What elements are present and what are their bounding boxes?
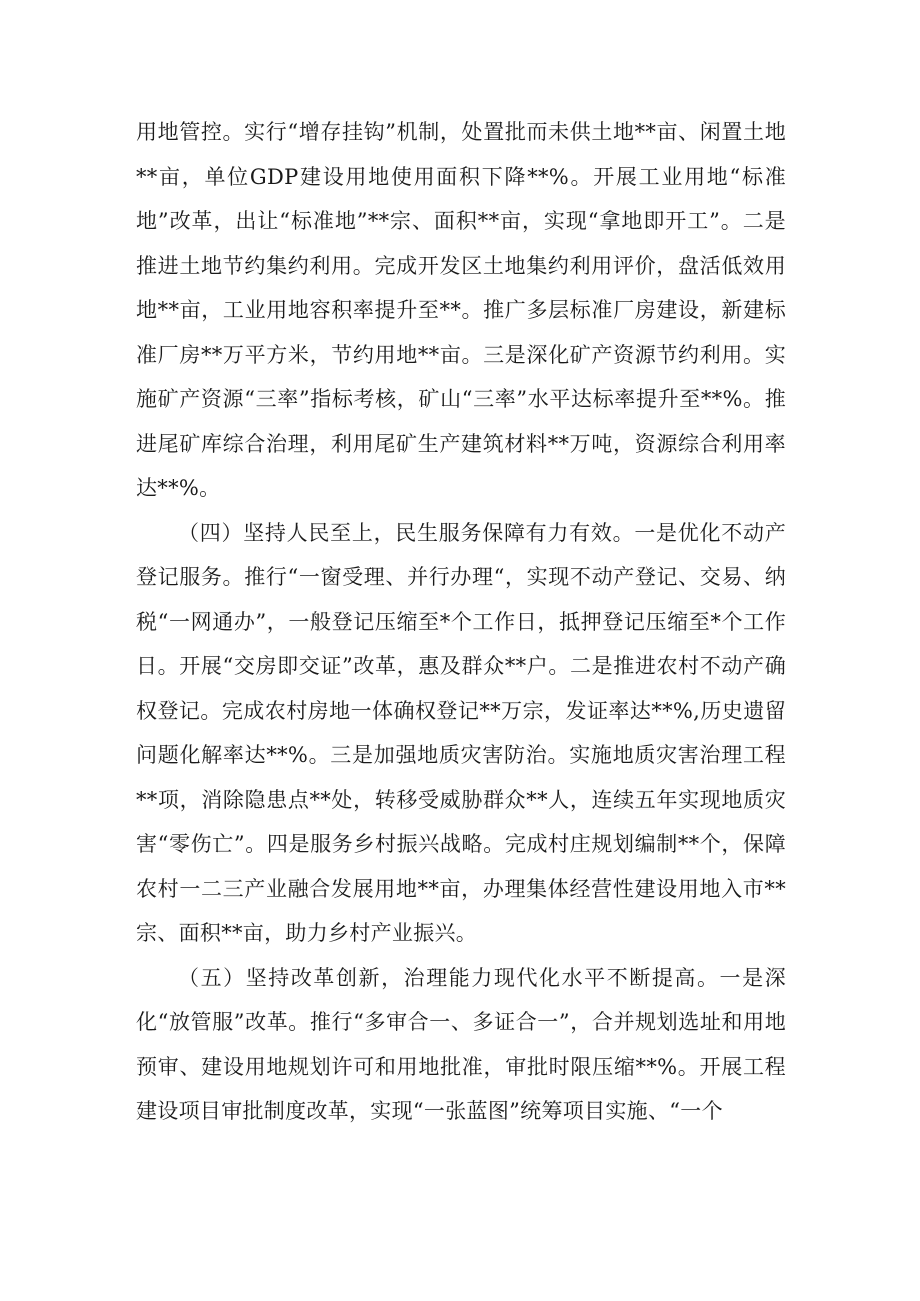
paragraph-land-use-control: 用地管控。实行“增存挂钩”机制，处置批而未供土地**亩、闲置土地**亩，单位GDP建设用地使用面积下降**%。开展工业用地“标准地”改革，出让“标准地”**宗、面积**亩，实现“拿地即开工”。二是推进土地节约集约利用。完成开发区土地集约利用评价，盘活低效用地**亩，工业用地容积率提升至**。推广多层标准厂房建设，新建标准厂房**万平方米，节约用地**亩。三是深化矿产资源节约利用。实施矿产资源“三率”指标考核，矿山“三率”水平达标率提升至**%。推进尾矿库综合治理，利用尾矿生产建筑材料**万吨，资源综合利用率达**%。 — [136, 120, 786, 500]
paragraph-reform-innovation: （五）坚持改革创新，治理能力现代化水平不断提高。一是深化“放管服”改革。推行“多审合一、多证合一”，合并规划选址和用地预审、建设用地规划许可和用地批准，审批时限压缩**%。开展工程建设项目审批制度改革，实现“一张蓝图”统筹项目实施、“一个 — [136, 965, 786, 1123]
paragraph-people-first-services: （四）坚持人民至上，民生服务保障有力有效。一是优化不动产登记服务。推行“一窗受理、并行办理“，实现不动产登记、交易、纳税“一网通办”，一般登记压缩至*个工作日，抵押登记压缩至*个工作日。开展“交房即交证”改革，惠及群众**户。二是推进农村不动产确权登记。完成农村房地一体确权登记**万宗，发证率达**%,历史遗留问题化解率达**%。三是加强地质灾害防治。实施地质灾害治理工程**项，消除隐患点**处，转移受威胁群众**人，连续五年实现地质灾害“零伤亡”。四是服务乡村振兴战略。完成村庄规划编制**个，保障农村一二三产业融合发展用地**亩，办理集体经营性建设用地入市**宗、面积**亩，助力乡村产业振兴。 — [136, 520, 786, 945]
document-body — [136, 110, 786, 1134]
